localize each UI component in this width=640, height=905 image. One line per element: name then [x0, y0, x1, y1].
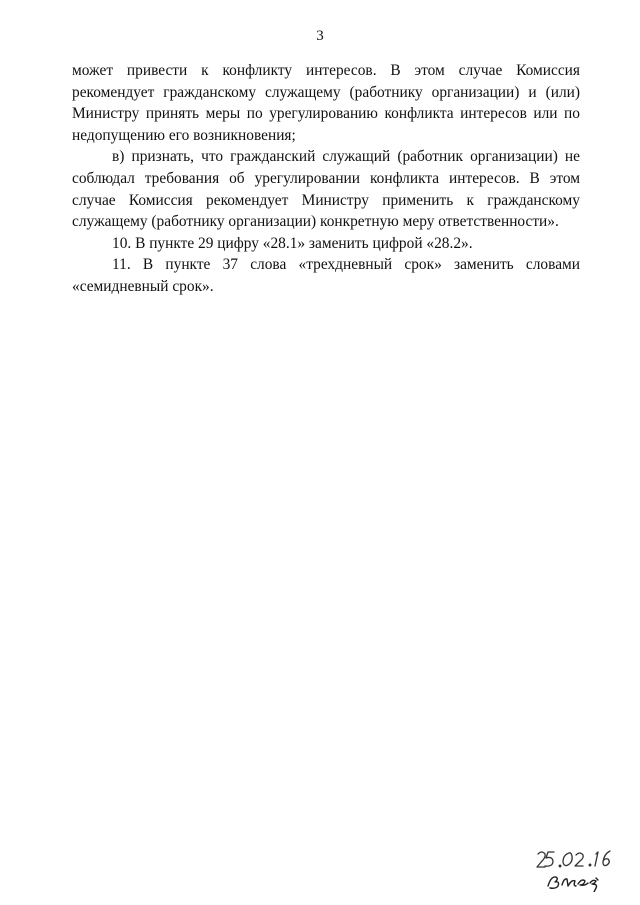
paragraph-item-v: в) признать, что гражданский служащий (работник организации) не соблюдал требования об урегулировании конфликта интересов. В этом случае Комиссия рекомендует Министру применить к гражданскому служащему (работнику организации) конкретную меру ответственности». — [72, 148, 580, 231]
paragraph-item-10: 10. В пункте 29 цифру «28.1» заменить цифрой «28.2». — [112, 234, 473, 252]
page-number: 3 — [316, 28, 324, 44]
paragraph-item-11: 11. В пункте 37 слова «трехдневный срок» заменить словами «семидневный срок». — [72, 256, 580, 295]
paragraph-continuation: может привести к конфликту интересов. В этом случае Комиссия рекомендует гражданскому служащему (работнику организации) и (или) Министру принять меры по урегулированию конфликта интересов или по недопущению его возникновения; — [72, 62, 580, 144]
document-body — [72, 60, 580, 298]
handwritten-date-stamp — [530, 848, 620, 892]
